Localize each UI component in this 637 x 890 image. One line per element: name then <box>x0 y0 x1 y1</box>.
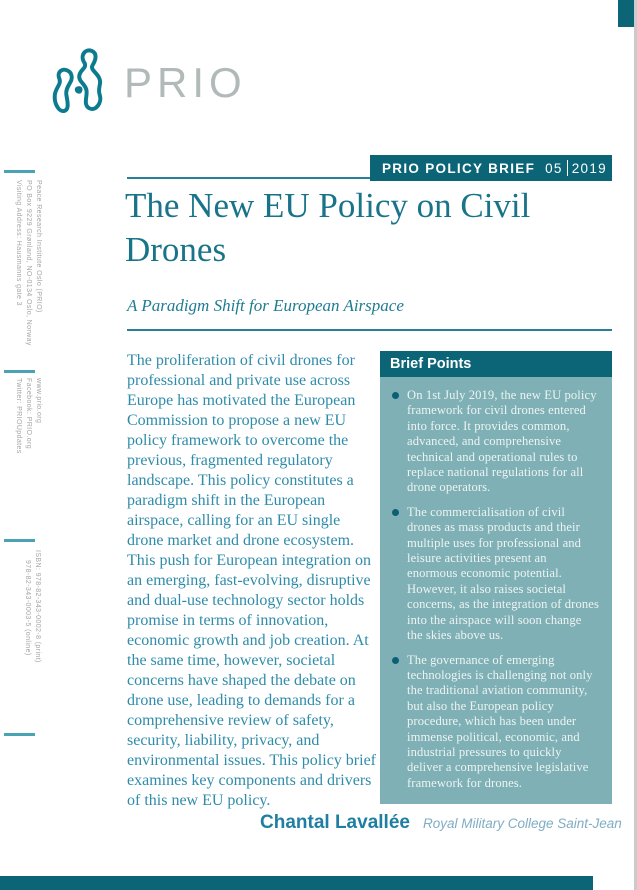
bullet-dot-icon <box>392 509 399 516</box>
sidebar-rule-4 <box>4 733 35 736</box>
sidebar-address <box>13 180 43 380</box>
page-title: The New EU Policy on Civil Drones <box>125 186 531 269</box>
brief-point-text: The governance of emerging technologies is challenging not only the traditional aviation community, but also the European policy procedure, which has been under immense political, economic, and industrial pressures to quickly deliver a comprehensive legislative framework for drones. <box>407 652 593 790</box>
lead-paragraph-column <box>127 351 379 811</box>
brief-point-text: The commercialisation of civil drones as mass products and their multiple uses for professional and leisure activities present an enormous economic potential. However, it also raises societal concerns, as the integration of drones into the airspace will soon change the skies above us. <box>407 504 599 643</box>
sidebar-rule-2 <box>4 370 35 373</box>
bullet-dot-icon <box>392 657 399 664</box>
subtitle-rule <box>127 329 612 331</box>
sidebar-isbn <box>22 550 42 740</box>
sidebar-web-contacts <box>13 378 43 468</box>
brief-points-header: Brief Points <box>380 351 612 377</box>
banner-issue-number: 05 <box>545 160 563 176</box>
prio-logo <box>46 42 247 118</box>
sidebar-address-line: Peace Research Institute Oslo (PRIO) <box>35 180 42 313</box>
header-rule <box>127 177 370 179</box>
sidebar-isbn-line: 978-82-343-0003-5 (online) <box>24 560 31 656</box>
top-right-corner-block <box>618 0 635 27</box>
banner-label: PRIO POLICY BRIEF <box>382 160 536 176</box>
brief-points-body <box>380 377 612 804</box>
sidebar-web-line: Facebook: PRIO.org <box>25 378 32 450</box>
brief-point-item <box>392 653 600 792</box>
prio-logo-text: PRIO <box>124 59 247 106</box>
author-row <box>260 812 622 834</box>
bullet-dot-icon <box>392 392 399 399</box>
author-affiliation: Royal Military College Saint-Jean <box>422 816 622 831</box>
banner-year: 2019 <box>571 160 607 176</box>
policy-brief-banner <box>370 155 612 181</box>
sidebar-address-line: Visiting Address: Hausmanns gate 3 <box>15 180 22 306</box>
brief-points-box <box>380 351 612 804</box>
sidebar-address-line: PO Box 9229 Grønland, NO-0134 Oslo, Norway <box>25 180 32 346</box>
footer-band <box>0 876 593 890</box>
lead-paragraph: The proliferation of civil drones for professional and private use across Europe has motivated the European Commission to propose a new EU policy framework to overcome the previous, fragmented regulatory landscape. This policy constitutes a paradigm shift in the European airspace, calling for an EU single drone market and drone ecosystem. This push for European integration on an emerging, fast-evolving, disruptive and dual-use technology sector holds promise in terms of innovation, economic growth and job creation. At the same time, however, societal concerns have shaped the debate on drone use, leading to demands for a comprehensive review of safety, security, liability, privacy, and environmental issues. This policy brief examines key components and drivers of this new EU policy. <box>127 352 376 809</box>
brief-point-text: On 1st July 2019, the new EU policy framework for civil drones entered into force. It provides common, advanced, and comprehensive technical and operational rules to replace national regulations for all drone operators. <box>407 388 597 495</box>
sidebar-web-line: www.prio.org <box>35 378 42 424</box>
page-subtitle: A Paradigm Shift for European Airspace <box>127 296 404 315</box>
sidebar-web-line: Twitter: PRIOUpdates <box>15 378 22 454</box>
prio-figures-icon <box>46 42 120 118</box>
sidebar-isbn-line: ISBN: 978-82-343-0002-8 (print) <box>34 550 41 663</box>
author-name: Chantal Lavallée <box>260 812 410 833</box>
banner-divider <box>567 160 568 176</box>
sidebar-rule-3 <box>4 539 35 542</box>
brief-point-item <box>392 505 600 644</box>
brief-point-item <box>392 388 600 496</box>
sidebar-rule-1 <box>4 170 35 173</box>
